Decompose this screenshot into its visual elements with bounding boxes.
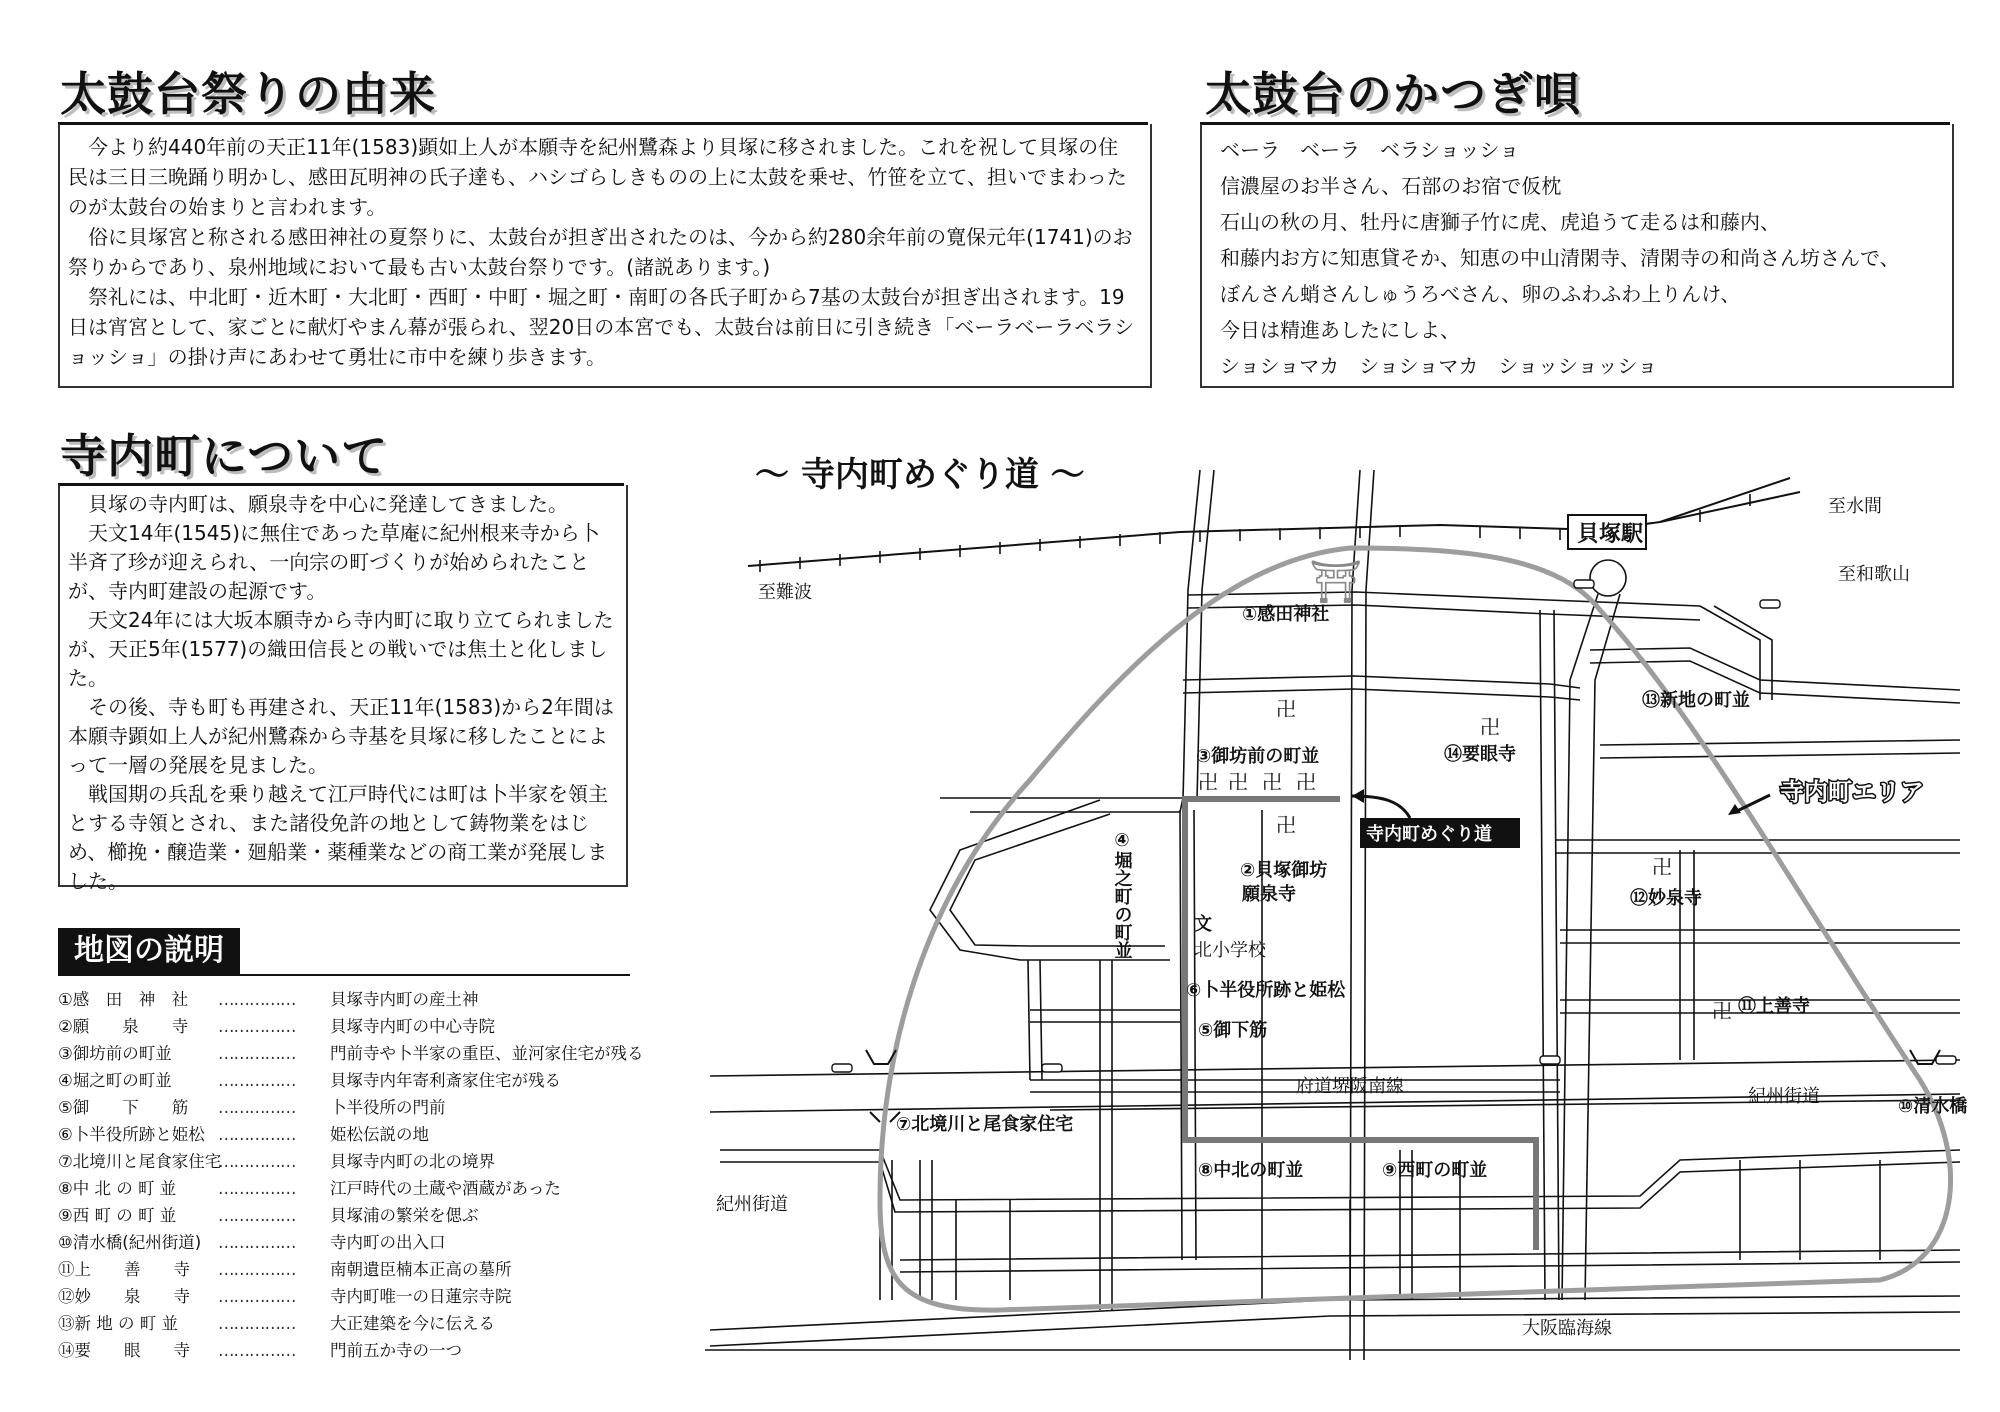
leader-dots: ……………	[218, 1098, 296, 1117]
song-line: 石山の秋の月、牡丹に唐獅子竹に虎、虎追うて走るは和藤内、	[1220, 210, 1780, 234]
legend-item-name: ②願 泉 寺	[58, 1017, 189, 1036]
place-label: ③御坊前の町並	[1196, 746, 1320, 767]
origin-paragraph: 俗に貝塚宮と称される感田神社の夏祭りに、太鼓台が担ぎ出されたのは、今から約280余年前の寛保元年(1741)のお祭りからであり、泉州地域において最も古い太鼓台祭りです。(諸説あります。)	[68, 225, 1133, 279]
jinaimachi-title: 寺内町について	[60, 429, 389, 483]
legend-item-desc: 貝塚浦の繁栄を偲ぶ	[330, 1206, 479, 1225]
song-line: ぼんさん蛸さんしゅうろべさん、卵のふわふわ上りんけ、	[1220, 282, 1741, 306]
station-label: 貝塚駅	[1577, 522, 1644, 547]
jinaimachi-area-outline	[880, 548, 1951, 1310]
legend-item-desc: 貝塚寺内町の北の境界	[330, 1152, 495, 1171]
jinaimachi-paragraph: 貝塚の寺内町は、願泉寺を中心に発達してきました。	[88, 492, 568, 516]
origin-paragraph: 祭礼には、中北町・近木町・大北町・西町・中町・堀之町・南町の各氏子町から7基の太鼓台が担ぎ出されます。19日は宵宮として、家ごとに献灯やまん幕が張られ、翌20日の本宮でも、太鼓台は前日に引き続き「ベーラベーラベラショッショ」の掛け声にあわせて勇壮に市中を練り歩きます。	[68, 285, 1135, 369]
route-callout-label: 寺内町めぐり道	[1366, 824, 1492, 845]
area-label: 寺内町エリア	[1780, 778, 1924, 806]
song-line: 信濃屋のお半さん、石部のお宿で仮枕	[1220, 174, 1562, 198]
jinaimachi-paragraph: 天文14年(1545)に無住であった草庵に紀州根来寺から卜半斉了珍が迎えられ、一向宗の町づくりが始められたことが、寺内町建設の起源です。	[68, 521, 600, 603]
legend-item-name: ⑥卜半役所跡と姫松	[58, 1125, 205, 1144]
place-label: ⑪上善寺	[1738, 996, 1810, 1017]
legend-item-desc: 姫松伝説の地	[330, 1125, 429, 1144]
station-box	[1568, 515, 1646, 549]
to-wakayama-label: 至和歌山	[1838, 564, 1910, 585]
legend-item-name: ⑭要 眼 寺	[58, 1341, 190, 1360]
legend-item-name: ⑨西 町 の 町 並	[58, 1206, 177, 1225]
leader-dots: ……………	[218, 990, 296, 1009]
place-label: ①感田神社	[1242, 604, 1330, 625]
temple-icon: 卍	[1712, 999, 1732, 1023]
legend-item-desc: 南朝遺臣楠本正高の墓所	[330, 1260, 512, 1279]
legend-item-desc: 貝塚寺内町の産土神	[330, 990, 479, 1009]
place-label: ⑨西町の町並	[1382, 1160, 1488, 1181]
song-line: ベーラ ベーラ ベラショッショ	[1220, 138, 1520, 162]
temple-icon: 卍	[1276, 697, 1296, 721]
leader-dots: ……………	[218, 1287, 296, 1306]
legend-item-name: ⑫妙 泉 寺	[58, 1287, 190, 1306]
place-label: ⑥卜半役所跡と姫松	[1186, 980, 1346, 1001]
song-title: 太鼓台のかつぎ唄	[1205, 67, 1581, 121]
legend-item-name: ⑬新 地 の 町 並	[58, 1314, 178, 1333]
place-label: ④堀之町の町並	[1111, 830, 1133, 959]
leader-dots: ……………	[218, 1179, 296, 1198]
temple-icon: 卍	[1262, 770, 1282, 794]
leader-dots: ……………	[218, 1125, 296, 1144]
torii-icon: ⛩	[1309, 557, 1363, 606]
temple-icon: 卍	[1652, 855, 1672, 879]
place-label: ②貝塚御坊	[1240, 860, 1328, 881]
legend-item-desc: 大正建築を今に伝える	[330, 1314, 495, 1333]
place-label: ⑬新地の町並	[1642, 690, 1750, 711]
song-line: 今日は精進あしたにしよ、	[1220, 318, 1460, 342]
leader-dots: ……………	[218, 1044, 296, 1063]
song-line: 和藤内お方に知恵貸そか、知恵の中山清閑寺、清閑寺の和尚さん坊さんで、	[1220, 246, 1900, 270]
leader-dots: ……………	[218, 1341, 296, 1360]
temple-icon: 卍	[1296, 770, 1316, 794]
jinaimachi-paragraph: 戦国期の兵乱を乗り越えて江戸時代には町は卜半家を領主とする寺領とされ、また諸役免許の地として鋳物業をはじめ、櫛挽・醸造業・廻船業・薬種業などの商工業が発展しました。	[68, 782, 608, 893]
leader-dots: ……………	[218, 1071, 296, 1090]
legend-item-name: ①感 田 神 社	[58, 990, 189, 1009]
legend-item-desc: 門前五か寺の一つ	[330, 1341, 462, 1360]
place-label: ⑭要眼寺	[1444, 744, 1516, 765]
legend-item-name: ⑤御 下 筋	[58, 1098, 189, 1117]
road-label: 紀州街道	[1748, 1086, 1820, 1107]
origin-title: 太鼓台祭りの由来	[60, 67, 436, 121]
legend-item-name: ⑩清水橋(紀州街道)	[58, 1233, 202, 1252]
place-label: ⑦北境川と尾食家住宅	[896, 1114, 1074, 1135]
to-mizuma-label: 至水間	[1828, 496, 1882, 517]
road-label: 紀州街道	[716, 1194, 788, 1215]
leader-dots: ……………	[218, 1314, 296, 1333]
map-title: ～ 寺内町めぐり道 ～	[755, 455, 1085, 495]
school-icon: 文	[1194, 914, 1212, 935]
road-label: 大阪臨海線	[1522, 1318, 1612, 1339]
place-label: 願泉寺	[1242, 884, 1296, 905]
legend-item-desc: 卜半役所の門前	[330, 1098, 446, 1117]
road-label: 府道堺阪南線	[1296, 1076, 1404, 1097]
legend-item-desc: 門前寺や卜半家の重臣、並河家住宅が残る	[330, 1044, 644, 1063]
jinaimachi-paragraph: その後、寺も町も再建され、天正11年(1583)から2年間は本願寺顕如上人が紀州鷺森から寺基を貝塚に移したことによって一層の発展を見ました。	[68, 695, 614, 777]
legend-item-name: ⑪上 善 寺	[58, 1260, 190, 1279]
temple-icon: 卍	[1276, 813, 1296, 837]
legend-title: 地図の説明	[58, 928, 240, 974]
school-label: 北小学校	[1194, 940, 1266, 961]
arrow-head-icon	[1352, 789, 1364, 803]
temple-icon: 卍	[1228, 770, 1248, 794]
leader-dots: ……………	[218, 1017, 296, 1036]
legend-item-desc: 寺内町唯一の日蓮宗寺院	[330, 1287, 512, 1306]
legend-item-desc: 江戸時代の土蔵や酒蔵があった	[330, 1179, 561, 1198]
legend-item-name: ④堀之町の町並	[58, 1071, 172, 1090]
leader-dots: ……………	[218, 1233, 296, 1252]
place-label: ⑫妙泉寺	[1630, 888, 1702, 909]
place-label: ⑤御下筋	[1198, 1020, 1268, 1041]
leader-dots: ……………	[218, 1152, 296, 1171]
legend-item-desc: 貝塚寺内町の中心寺院	[330, 1017, 495, 1036]
leader-dots: ……………	[218, 1206, 296, 1225]
temple-icon: 卍	[1480, 715, 1500, 739]
place-label: ⑧中北の町並	[1198, 1160, 1304, 1181]
leader-dots: ……………	[218, 1260, 296, 1279]
legend-item-desc: 寺内町の出入口	[330, 1233, 446, 1252]
legend-item-name: ⑦北境川と尾食家住宅	[58, 1152, 222, 1171]
origin-paragraph: 今より約440年前の天正11年(1583)顕如上人が本願寺を紀州鷺森より貝塚に移されました。これを祝して貝塚の住民は三日三晩踊り明かし、感田瓦明神の氏子達も、ハシゴらしきものの上に太鼓を乗せ、竹笹を立て、担いでまわったのが太鼓台の始まりと言われます。	[68, 135, 1127, 219]
temple-icon: 卍	[1198, 770, 1218, 794]
legend-item-desc: 貝塚寺内年寄利斎家住宅が残る	[330, 1071, 561, 1090]
to-namba-label: 至難波	[758, 582, 812, 603]
legend-item-name: ③御坊前の町並	[58, 1044, 172, 1063]
jinaimachi-paragraph: 天文24年には大坂本願寺から寺内町に取り立てられましたが、天正5年(1577)の織田信長との戦いでは焦土と化しました。	[68, 608, 614, 690]
place-label: ⑩清水橋	[1898, 1096, 1968, 1117]
song-line: ショショマカ ショショマカ ショッショッショ	[1220, 354, 1658, 378]
legend-item-name: ⑧中 北 の 町 並	[58, 1179, 177, 1198]
